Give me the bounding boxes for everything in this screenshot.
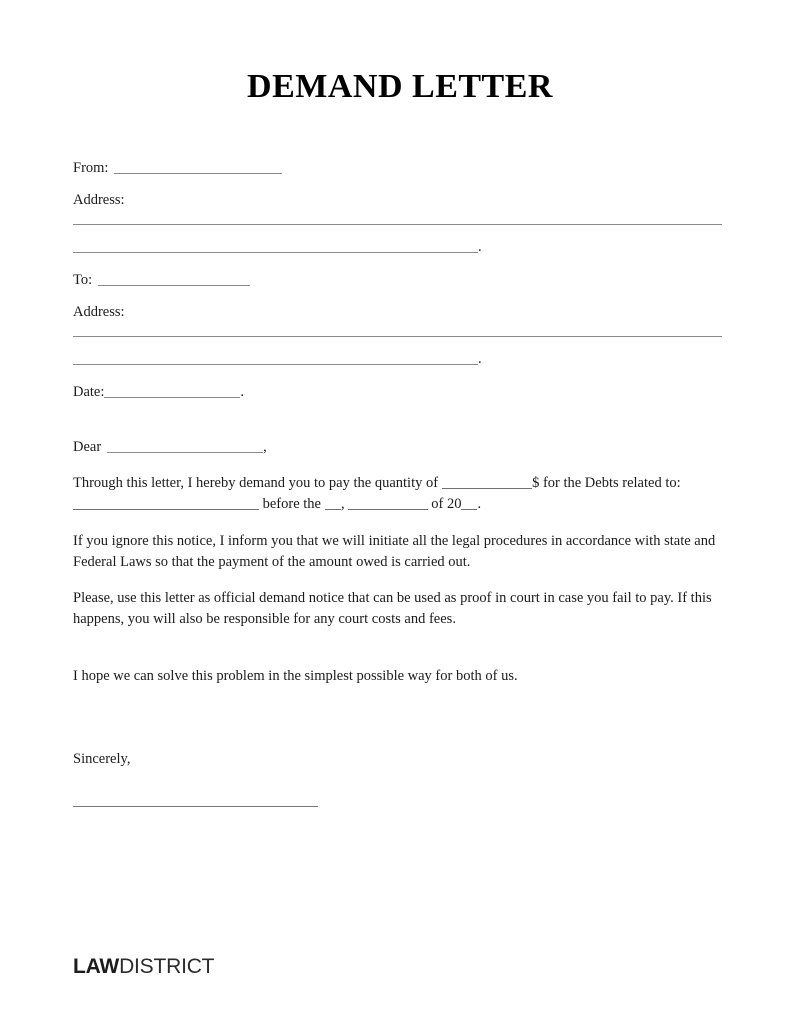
letter-body bbox=[73, 158, 723, 807]
sender-address-terminator: . bbox=[478, 239, 482, 256]
demand-comma: , bbox=[341, 496, 345, 513]
year-blank[interactable] bbox=[461, 495, 477, 511]
sender-address-label: Address: bbox=[73, 192, 125, 209]
recipient-address-line-2-row bbox=[73, 349, 723, 370]
closing-sincerely: Sincerely, bbox=[73, 751, 131, 768]
date-row bbox=[73, 382, 723, 403]
date-terminator: . bbox=[240, 384, 245, 401]
to-label: To: bbox=[73, 272, 93, 289]
recipient-address-label: Address: bbox=[73, 304, 125, 321]
lawdistrict-logo bbox=[73, 955, 214, 979]
salutation-row bbox=[73, 437, 723, 458]
from-label: From: bbox=[73, 160, 109, 176]
amount-blank[interactable] bbox=[442, 474, 532, 490]
to-input-blank[interactable] bbox=[98, 271, 250, 287]
recipient-address-line-2[interactable] bbox=[73, 350, 478, 366]
salutation-greeting: Dear bbox=[73, 439, 102, 456]
sender-address-row bbox=[73, 190, 723, 211]
date-label: Date: bbox=[73, 384, 105, 401]
salutation-comma: , bbox=[263, 439, 267, 456]
logo-district-text: DISTRICT bbox=[119, 955, 215, 978]
month-blank[interactable] bbox=[348, 495, 428, 511]
day-blank[interactable] bbox=[325, 495, 341, 511]
sender-address-line-2-row bbox=[73, 237, 723, 258]
spacer-recipient-address bbox=[73, 370, 723, 382]
paragraph-proof-in-court: Please, use this letter as official demand notice that can be used as proof in court in case you fail to pay. If this happens, you will also be responsible for any court costs and fees. bbox=[73, 589, 712, 628]
from-row bbox=[73, 158, 723, 179]
demand-text-part1: Through this letter, I hereby demand you to pay the quantity of bbox=[73, 475, 439, 492]
paragraph-hope: I hope we can solve this problem in the simplest possible way for both of us. bbox=[73, 668, 518, 685]
sender-address-line-1[interactable] bbox=[73, 224, 722, 225]
recipient-address-terminator: . bbox=[478, 351, 482, 368]
demand-period: . bbox=[477, 496, 482, 513]
salutation-name-blank[interactable] bbox=[107, 438, 263, 454]
sender-address-line-2[interactable] bbox=[73, 238, 478, 254]
demand-before-text: before the bbox=[262, 496, 321, 513]
demand-paragraph bbox=[73, 473, 723, 515]
recipient-address-row bbox=[73, 302, 723, 323]
signature-line[interactable] bbox=[73, 806, 318, 807]
page-title: DEMAND LETTER bbox=[247, 68, 553, 105]
date-input-blank[interactable] bbox=[104, 383, 240, 399]
from-input-blank[interactable] bbox=[114, 159, 282, 175]
to-row bbox=[73, 270, 723, 291]
demand-currency-text: $ for the Debts related to: bbox=[532, 475, 681, 492]
logo-law-text: LAW bbox=[73, 955, 120, 978]
paragraph-ignore-notice: If you ignore this notice, I inform you that we will initiate all the legal procedures in accordance with state and Federal Laws so that the payment of the amount owed is carried out. bbox=[73, 532, 716, 570]
demand-of-year-text: of 20 bbox=[431, 496, 462, 513]
spacer-sender-address bbox=[73, 258, 723, 270]
recipient-address-line-1[interactable] bbox=[73, 336, 722, 337]
debts-description-blank[interactable] bbox=[73, 495, 259, 511]
